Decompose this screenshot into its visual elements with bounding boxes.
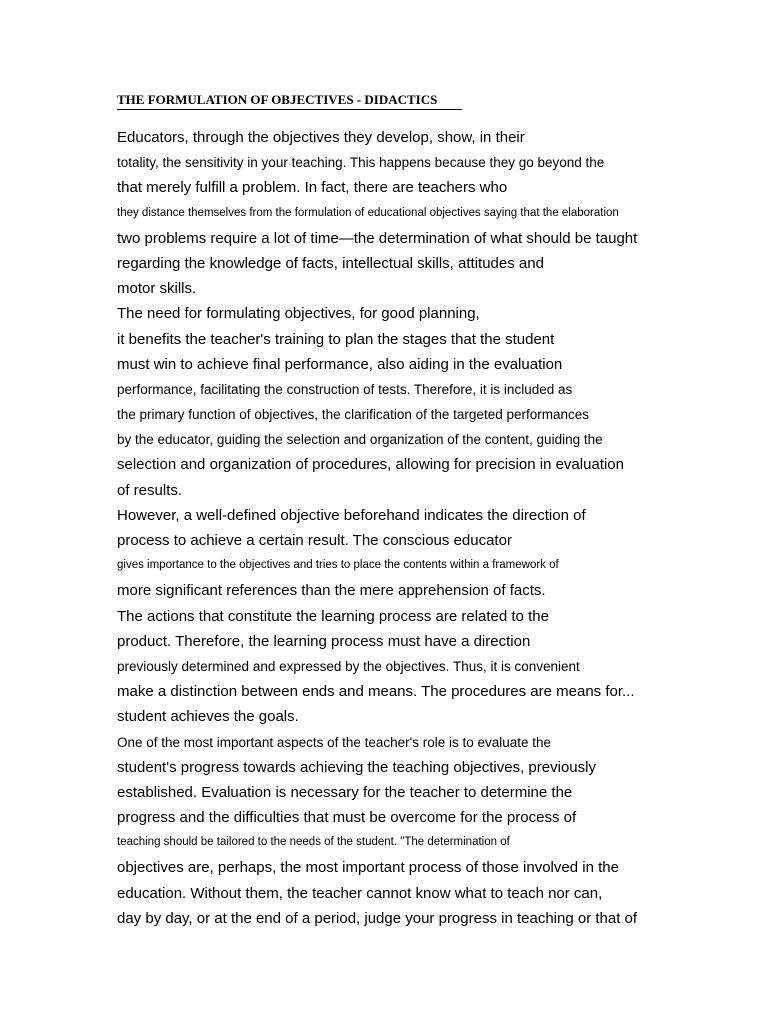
body-line: that merely fulfill a problem. In fact, there are teachers who	[117, 179, 508, 197]
body-line: Educators, through the objectives they develop, show, in their	[117, 129, 525, 146]
body-line: it benefits the teacher's training to plan the stages that the student	[117, 330, 555, 348]
body-line: product. Therefore, the learning process must have a direction	[117, 632, 531, 650]
body-line: more significant references than the mere apprehension of facts.	[117, 582, 546, 600]
body-line: progress and the difficulties that must be overcome for the process of	[117, 809, 577, 827]
body-line: The actions that constitute the learning process are related to the	[117, 607, 549, 625]
body-line: previously determined and expressed by the objectives. Thus, it is convenient	[117, 658, 580, 674]
body-line: student achieves the goals.	[117, 708, 299, 726]
body-line: teaching should be tailored to the needs of the student. "The determination of	[117, 836, 510, 849]
body-line: regarding the knowledge of facts, intellectual skills, attitudes and	[117, 254, 544, 272]
body-line: objectives are, perhaps, the most important process of those involved in the	[117, 859, 619, 877]
body-line: make a distinction between ends and means. The procedures are means for...	[117, 683, 635, 701]
body-line: One of the most important aspects of the teacher's role is to evaluate the	[117, 734, 552, 750]
title-underline	[117, 109, 462, 110]
body-line: student's progress towards achieving the teaching objectives, previously	[117, 758, 596, 776]
body-line: must win to achieve final performance, also aiding in the evaluation	[117, 355, 563, 373]
body-line: The need for formulating objectives, for good planning,	[117, 305, 480, 323]
document-body	[117, 125, 757, 931]
body-line: by the educator, guiding the selection and organization of the content, guiding the	[117, 432, 603, 448]
body-line: two problems require a lot of time—the determination of what should be taught	[117, 229, 638, 247]
body-line: motor skills.	[117, 280, 197, 298]
body-line: process to achieve a certain result. The conscious educator	[117, 532, 512, 549]
body-line: they distance themselves from the formulation of educational objectives saying that the elaboration	[117, 206, 619, 219]
document-title: THE FORMULATION OF OBJECTIVES - DIDACTICS	[117, 92, 438, 107]
body-line: totality, the sensitivity in your teaching. This happens because they go beyond the	[117, 155, 605, 171]
body-line: performance, facilitating the construction of tests. Therefore, it is included as	[117, 381, 573, 397]
body-line: gives importance to the objectives and tries to place the contents within a framework of	[117, 559, 559, 572]
body-line: day by day, or at the end of a period, judge your progress in teaching or that of	[117, 909, 638, 927]
body-line: established. Evaluation is necessary for the teacher to determine the	[117, 783, 573, 801]
body-line: of results.	[117, 481, 183, 499]
body-line: the primary function of objectives, the clarification of the targeted performances	[117, 407, 589, 423]
body-line: However, a well-defined objective beforehand indicates the direction of	[117, 506, 586, 524]
body-line: education. Without them, the teacher cannot know what to teach nor can,	[117, 884, 603, 902]
body-line: selection and organization of procedures, allowing for precision in evaluation	[117, 456, 624, 474]
